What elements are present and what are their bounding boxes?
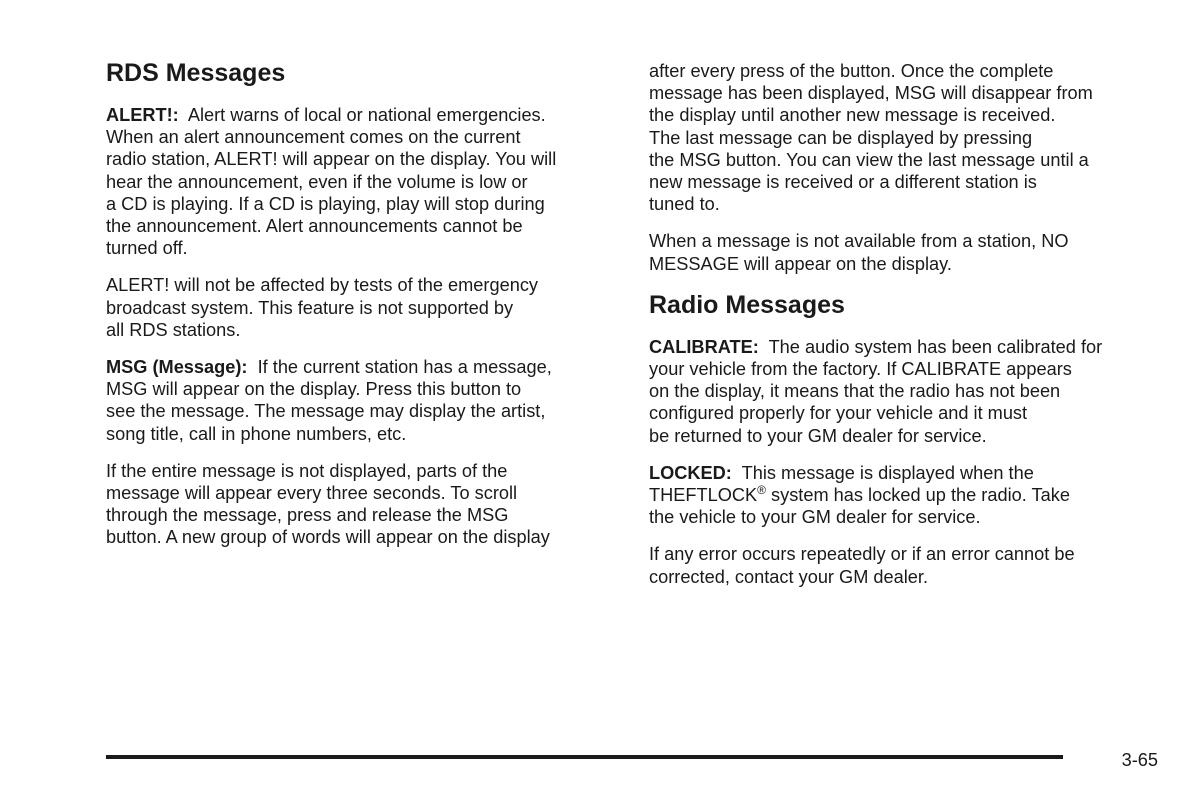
- paragraph-error: If any error occurs repeatedly or if an error cannot be corrected, contact your GM dealer.: [649, 544, 1075, 587]
- left-column: [106, 58, 618, 564]
- footer-rule: [106, 755, 1063, 759]
- term-msg: MSG (Message):: [106, 357, 248, 378]
- paragraph-alert: ALERT!: Alert warns of local or national emergencies. When an alert announcement comes on the current radio station, ALERT! will appear on the display. You will hear the announcement, even if the volume is low or a CD is playing. If a CD is playing, play will stop during the announcement. Alert announcements cannot be turned off.: [106, 105, 557, 259]
- paragraph-locked: LOCKED: This message is displayed when the THEFTLOCK® system has locked up the radio. Take the vehicle to your GM dealer for service.: [649, 462, 1070, 528]
- paragraph-entire-message: If the entire message is not displayed, parts of the message will appear every three seconds. To scroll through the message, press and release the MSG button. A new group of words will appear on the display: [106, 460, 550, 548]
- right-column: [649, 60, 1161, 603]
- paragraph-msg: MSG (Message): If the current station has a message, MSG will appear on the display. Press this button to see the message. The message may display the artist, song title, call in phone numbers, etc.: [106, 357, 552, 444]
- term-alert: ALERT!:: [106, 105, 179, 125]
- paragraph-no-message: When a message is not available from a station, NO MESSAGE will appear on the display.: [649, 231, 1069, 274]
- section-heading-rds-messages: RDS Messages: [106, 59, 286, 87]
- section-heading-radio-messages: Radio Messages: [649, 290, 845, 319]
- paragraph-calibrate: CALIBRATE: The audio system has been calibrated for your vehicle from the factory. If CALIBRATE appears on the display, it means that the radio has not been configured properly for your vehicle and it must be returned to your GM dealer for service.: [649, 336, 1103, 446]
- registered-trademark-mark: ®: [757, 483, 766, 498]
- paragraph-alert-tests: ALERT! will not be affected by tests of the emergency broadcast system. This feature is not supported by all RDS stations.: [106, 275, 539, 340]
- page-number: 3-65: [1121, 750, 1158, 770]
- term-calibrate: CALIBRATE:: [649, 336, 759, 357]
- paragraph-continuation: after every press of the button. Once the complete message has been displayed, MSG will disappear from the display until another new message is received. The last message can be displayed by pressing the MSG button. You can view the last message until a new message is received or a different station is tuned to.: [649, 61, 1093, 215]
- term-locked: LOCKED:: [649, 462, 732, 483]
